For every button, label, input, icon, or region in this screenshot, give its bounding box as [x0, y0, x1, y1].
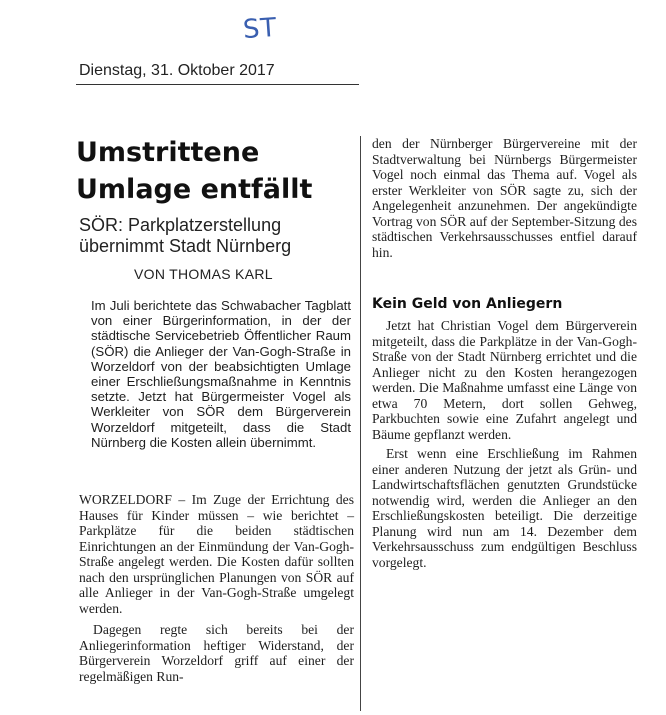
- column-right-top: [372, 136, 637, 260]
- article-byline: VON THOMAS KARL: [134, 266, 273, 282]
- column-divider: [360, 136, 361, 711]
- dateline-rule: [76, 84, 359, 85]
- handwritten-mark: ST: [241, 12, 279, 46]
- article-headline: Umstrittene Umlage entfällt: [76, 137, 313, 205]
- intro-paragraph: Im Juli berichtete das Schwabacher Tagblatt von einer Bürgerinformation, in der der städtische Servicebetrieb Öffentlicher Raum (SÖR) die Anlieger der Van-Gogh-Straße in Worzeldorf von der beabsichtigten Umlage einer Erschließungsmaßnahme in Kenntnis setzte. Jetzt hat Bürgermeister Vogel als Werkleiter von SÖR dem Bürgerverein Worzeldorf mitgeteilt, dass die Stadt Nürnberg die Kosten allein übernimmt.: [91, 298, 351, 450]
- column-right-bottom: [372, 318, 637, 570]
- body-paragraph: Jetzt hat Christian Vogel dem Bürgerverein mitgeteilt, dass die Parkplätze in der Van-Gogh-Straße von der Stadt Nürnberg errichtet und die Anlieger nicht zu den Kosten herangezogen werden. Die Maßnahme umfasst eine Länge von etwa 70 Metern, dort sollen Gehweg, Parkbuchten sowie eine Zufahrt angelegt und Bäume gepflanzt werden.: [372, 318, 637, 442]
- body-paragraph: WORZELDORF – Im Zuge der Errichtung des Hauses für Kinder müssen – wie berichtet – Parkplätze für die beiden städtischen Einrichtungen an der Einmündung der Van-Gogh-Straße angelegt werden. Die Kosten dafür sollten nach den ursprünglichen Planungen von SÖR auf alle Anlieger in der Van-Gogh-Straße umgelegt werden.: [79, 492, 354, 616]
- body-paragraph: Dagegen regte sich bereits bei der Anliegerinformation heftiger Widerstand, der Bürgerverein Worzeldorf griff auf einer der regelmäßigen Run-: [79, 622, 354, 684]
- article-subheadline: SÖR: Parkplatzerstellung übernimmt Stadt Nürnberg: [79, 215, 292, 256]
- article-intro: [91, 298, 351, 450]
- column-left: [79, 492, 354, 684]
- dateline: Dienstag, 31. Oktober 2017: [79, 62, 275, 79]
- section-title: Kein Geld von Anliegern: [372, 296, 563, 312]
- body-paragraph: Erst wenn eine Erschließung im Rahmen einer anderen Nutzung der jetzt als Grün- und Landwirtschaftsflächen genutzten Grundstücke notwendig wird, werden die Anlieger an den Erschließungskosten beteiligt. Die derzeitige Planung wird nun am 14. Dezember dem Verkehrsausschuss zum endgültigen Beschluss vorgelegt.: [372, 446, 637, 570]
- body-paragraph: den der Nürnberger Bürgervereine mit der Stadtverwaltung bei Nürnbergs Bürgermeister Vogel noch einmal das Thema auf. Vogel als erster Werkleiter von SÖR sagte zu, sich der Angelegenheit anzunehmen. Der angekündigte Vortrag von SÖR auf der September-Sitzung des städtischen Verkehrsausschusses entfiel darauf hin.: [372, 136, 637, 260]
